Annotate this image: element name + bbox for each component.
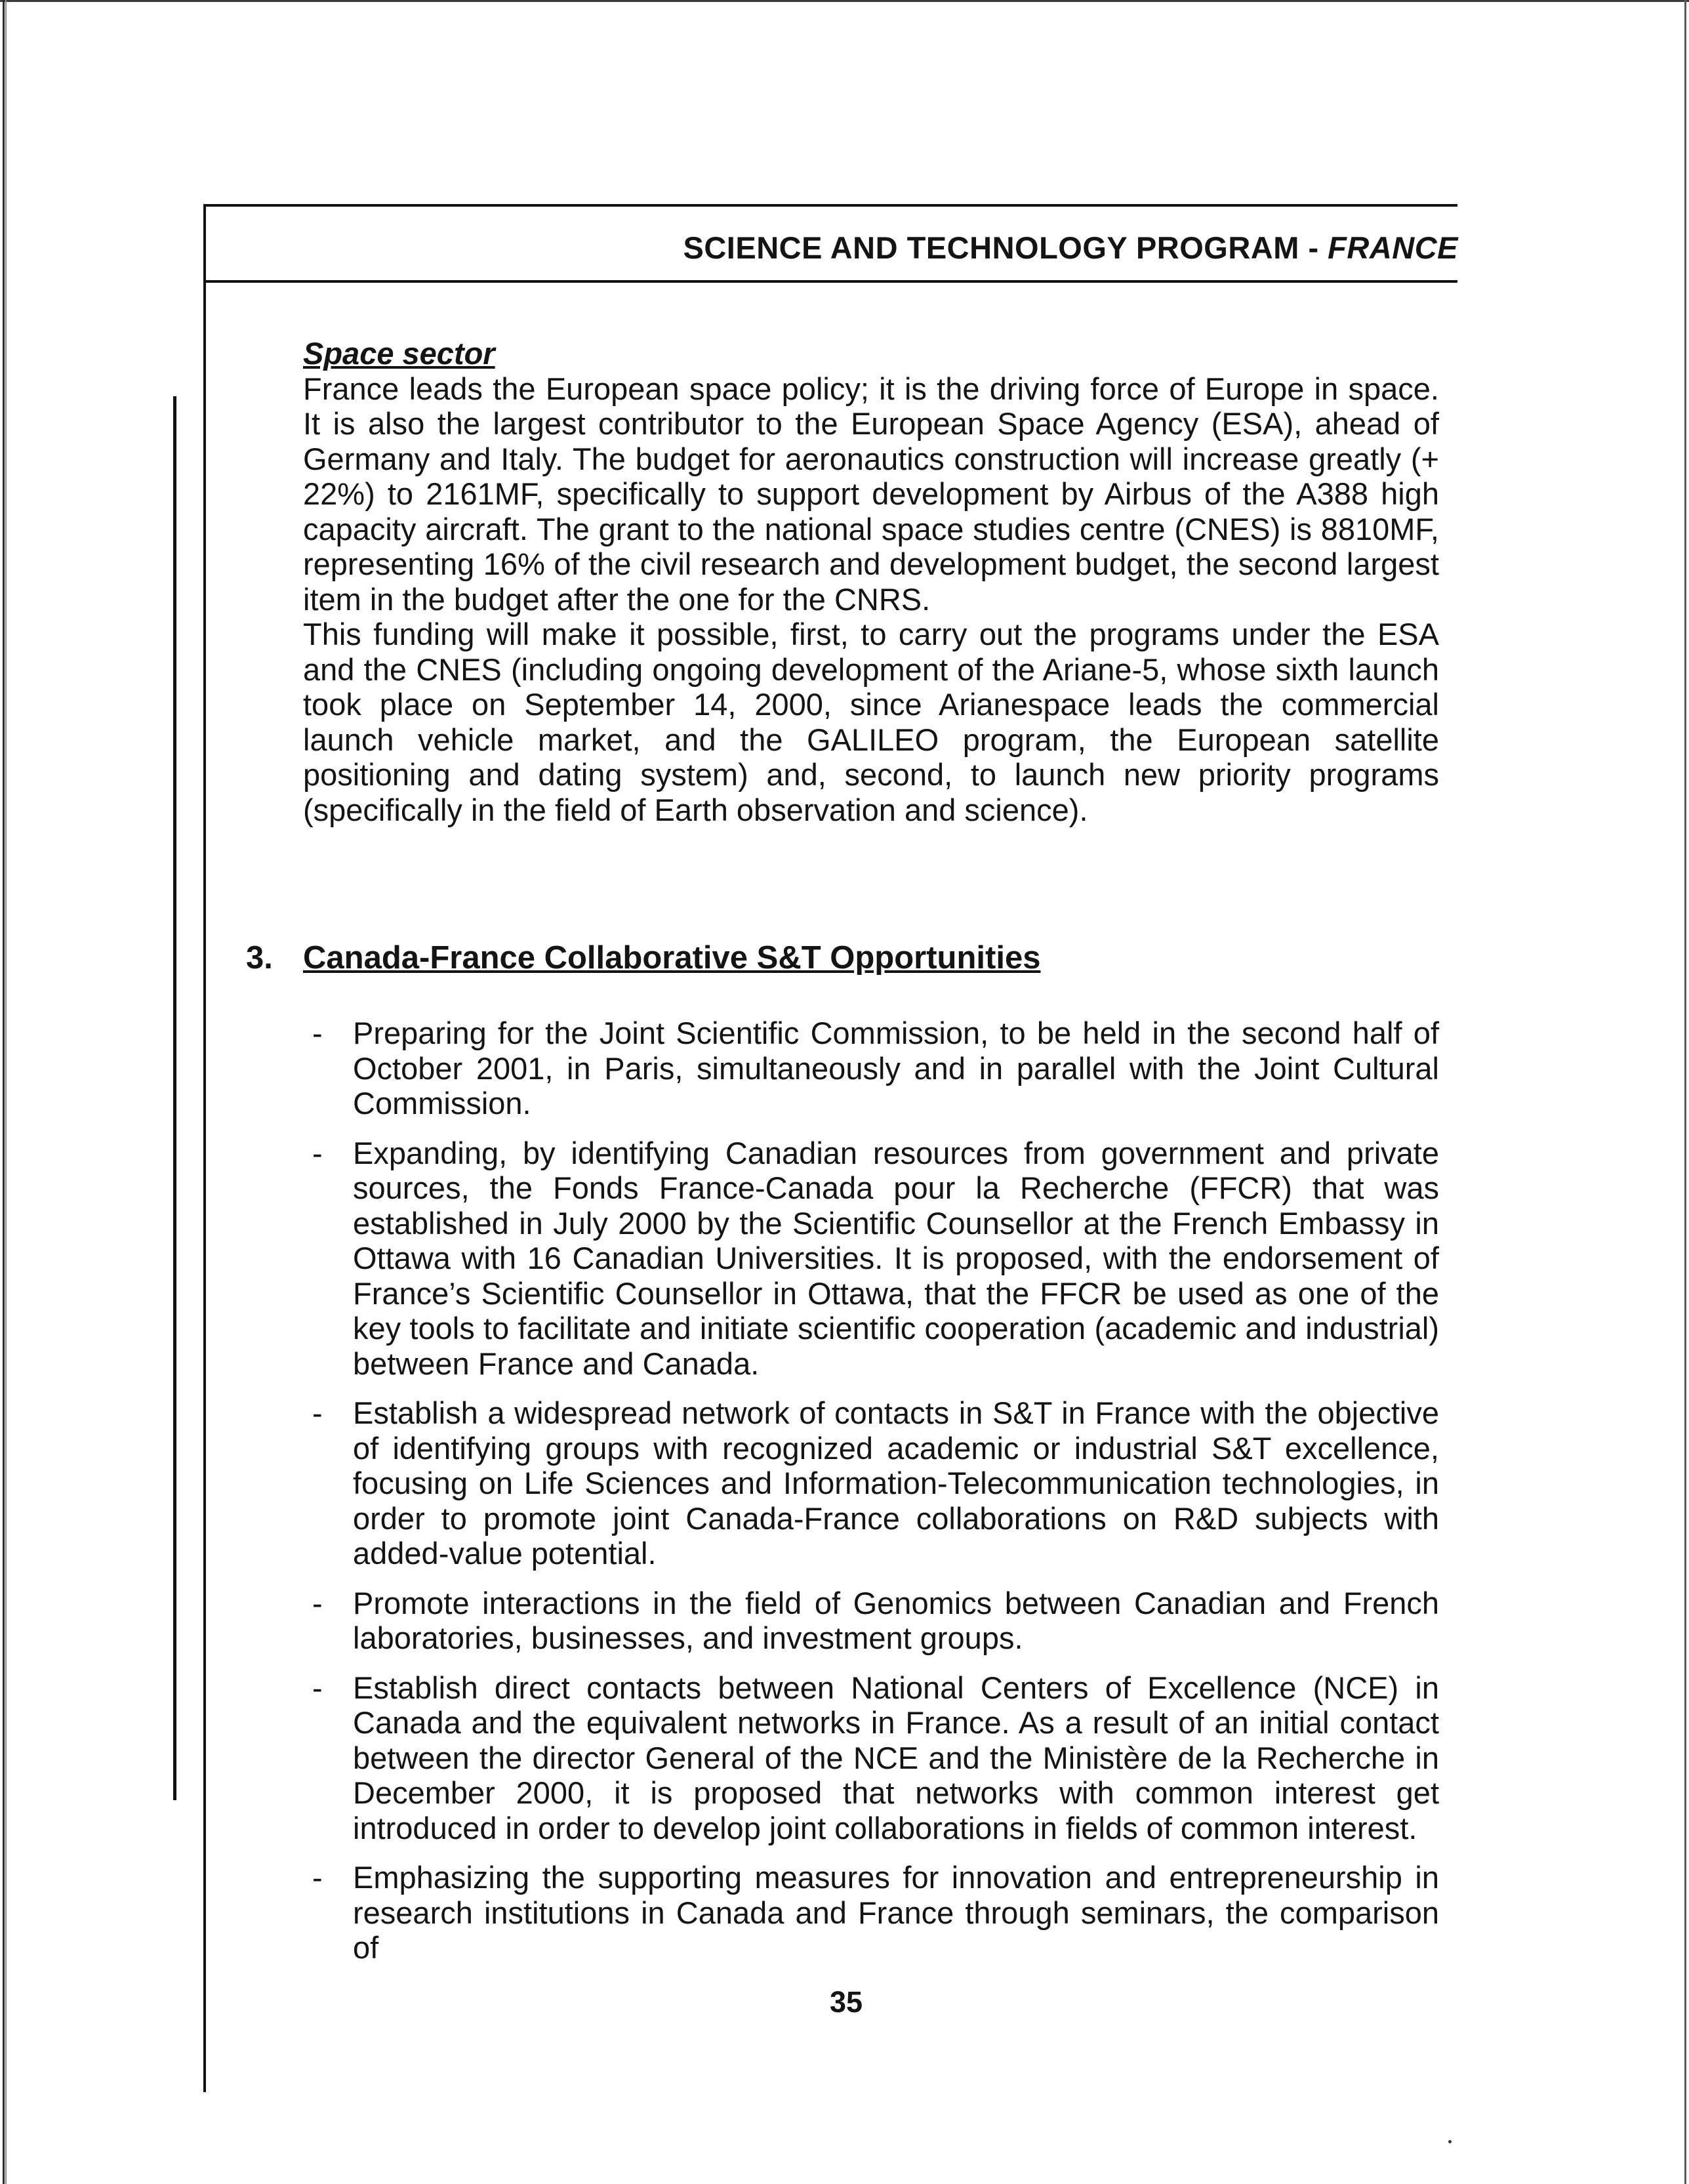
space-sector-heading: Space sector [303, 336, 495, 371]
running-header-title: SCIENCE AND TECHNOLOGY PROGRAM - [683, 230, 1328, 265]
opportunities-list [303, 1016, 1439, 1980]
change-bar [173, 396, 176, 1800]
bullet-dash: - [312, 1135, 323, 1170]
list-item-text: Expanding, by identifying Canadian resources from government and private sources, the Fonds France-Canada pour la Recherche (FFCR) that was established in July 2000 by the Scientific Counsellor at the French Embassy in Ottawa with 16 Canadian Universities. It is proposed, with the endorsement of France’s Scientific Counsellor in Ottawa, that the FFCR be used as one of the key tools to facilitate and initiate scientific cooperation (academic and industrial) between France and Canada. [353, 1135, 1439, 1381]
section-title: Canada-France Collaborative S&T Opportunities [303, 940, 1041, 976]
page-number: 35 [830, 1985, 863, 2019]
scan-left-edge [3, 0, 7, 2184]
bullet-dash: - [312, 1395, 323, 1430]
bullet-dash: - [312, 1670, 323, 1705]
list-item [303, 1670, 1439, 1846]
list-item-text: Preparing for the Joint Scientific Commission, to be held in the second half of October 2001, in Paris, simultaneously and in parallel with the Joint Cultural Commission. [353, 1016, 1439, 1121]
list-item [303, 1136, 1439, 1382]
header-top-rule [205, 204, 1457, 207]
list-item-text: Emphasizing the supporting measures for innovation and entrepreneurship in research institutions in Canada and France through seminars, the comparison of [353, 1860, 1439, 1965]
list-item [303, 1395, 1439, 1571]
list-item-text: Establish direct contacts between National Centers of Excellence (NCE) in Canada and the equivalent networks in France. As a result of an initial contact between the director General of the NCE and the Ministère de la Recherche in December 2000, it is proposed that networks with common interest get introduced in order to develop joint collaborations in fields of common interest. [353, 1670, 1439, 1845]
space-sector-paragraph-2: This funding will make it possible, first, to carry out the programs under the ESA and the CNES (including ongoing development of the Ariane-5, whose sixth launch took place on September 14, 2000, since Arianespace leads the commercial launch vehicle market, and the GALILEO program, the European satellite positioning and dating system) and, second, to launch new priority programs (specifically in the field of Earth observation and science). [303, 617, 1439, 827]
list-item [303, 1860, 1439, 1966]
scan-speck [1448, 2140, 1452, 2143]
space-sector-section [303, 336, 1439, 827]
list-item-text: Promote interactions in the field of Genomics between Canadian and French laboratories, businesses, and investment groups. [353, 1585, 1439, 1655]
scan-right-edge [1684, 0, 1687, 2184]
running-header [683, 230, 1459, 266]
section-number: 3. [246, 940, 273, 976]
frame-left-rule [203, 204, 206, 2092]
space-sector-paragraph-1: France leads the European space policy; it is the driving force of Europe in space. It is also the largest contributor to the European Space Agency (ESA), ahead of Germany and Italy. The budget for aeronautics construction will increase greatly (+ 22%) to 2161MF, specifically to support development by Airbus of the A388 high capacity aircraft. The grant to the national space studies centre (CNES) is 8810MF, representing 16% of the civil research and development budget, the second largest item in the budget after the one for the CNRS. [303, 371, 1439, 617]
bullet-dash: - [312, 1016, 323, 1050]
section-heading [246, 939, 1040, 976]
list-item-text: Establish a widespread network of contacts in S&T in France with the objective of identifying groups with recognized academic or industrial S&T excellence, focusing on Life Sciences and Information-Telecommunication technologies, in order to promote joint Canada-France collaborations on R&D subjects with added-value potential. [353, 1395, 1439, 1571]
list-item [303, 1586, 1439, 1656]
list-item [303, 1016, 1439, 1121]
header-bottom-rule [205, 280, 1457, 283]
running-header-country: FRANCE [1328, 230, 1458, 265]
bullet-dash: - [312, 1585, 323, 1620]
bullet-dash: - [312, 1860, 323, 1895]
scan-top-edge [0, 0, 1689, 4]
